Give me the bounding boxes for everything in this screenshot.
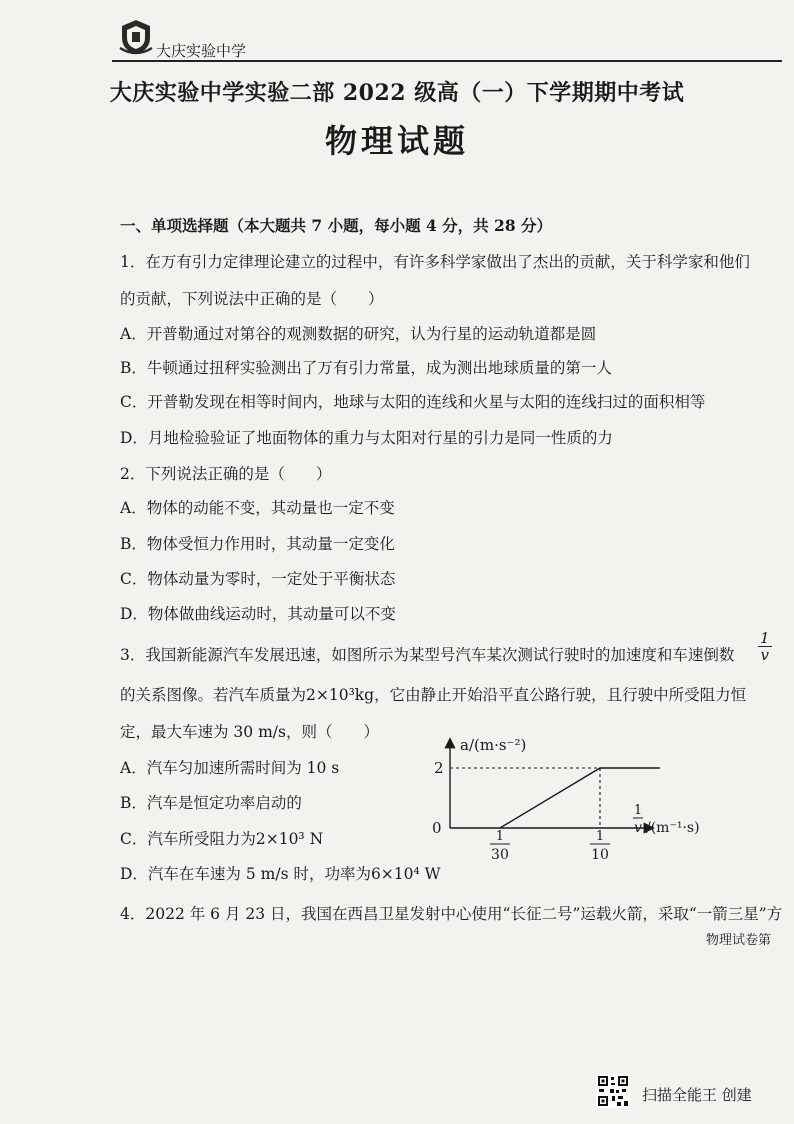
q1-stem-line2: 的贡献，下列说法中正确的是（ ） <box>120 290 384 308</box>
data-series-line <box>500 768 660 828</box>
exam-title: 大庆实验中学实验二部 2022 级高（一）下学期期中考试 <box>109 80 685 106</box>
q3-inline-fraction <box>758 630 772 663</box>
svg-text:v: v <box>634 820 642 836</box>
svg-text:30: 30 <box>491 847 509 863</box>
q3-option-a: A．汽车匀加速所需时间为 10 s <box>120 759 340 777</box>
q1-stem-line1: 1．在万有引力定律理论建立的过程中，有许多科学家做出了杰出的贡献，关于科学家和他们 <box>120 253 750 271</box>
school-crest-logo <box>118 18 154 56</box>
svg-text:1: 1 <box>495 829 505 844</box>
q3-option-b: B．汽车是恒定功率启动的 <box>120 794 302 812</box>
acceleration-vs-inverse-speed-graph <box>430 728 710 878</box>
svg-text:10: 10 <box>591 847 609 863</box>
y-tick-label-2: 2 <box>434 759 444 777</box>
q3-option-d: D．汽车在车速为 5 m/s 时，功率为6×10⁴ W <box>120 865 441 883</box>
q3-stem-line1: 3．我国新能源汽车发展迅速，如图所示为某型号汽车某次测试行驶时的加速度和车速倒数 <box>120 646 735 664</box>
x-axis-label <box>633 803 700 836</box>
q3-stem-line3: 定，最大车速为 30 m/s，则（ ） <box>120 723 379 741</box>
q2-option-d: D．物体做曲线运动时，其动量可以不变 <box>120 605 396 623</box>
dashed-guides <box>450 768 600 828</box>
q1-option-b: B．牛顿通过扭秤实验测出了万有引力常量，成为测出地球质量的第一人 <box>120 359 612 377</box>
qr-code-icon <box>596 1074 630 1108</box>
x-tick-label-1 <box>490 829 510 863</box>
section-heading: 一、单项选择题（本大题共 7 小题，每小题 4 分，共 28 分） <box>120 216 553 235</box>
scanner-watermark-label: 扫描全能王 创建 <box>642 1086 752 1104</box>
origin-label: 0 <box>432 819 442 837</box>
svg-text:1: 1 <box>595 829 605 844</box>
y-axis-label: a/(m·s⁻²) <box>460 736 527 754</box>
page-footer-label: 物理试卷第 <box>706 933 772 948</box>
q3-stem-line2: 的关系图像。若汽车质量为2×10³kg，它由静止开始沿平直公路行驶，且行驶中所受阻力恒 <box>120 686 747 704</box>
x-tick-labels <box>490 829 610 863</box>
x-tick-label-2 <box>590 829 610 863</box>
q2-option-c: C．物体动量为零时，一定处于平衡状态 <box>120 570 396 588</box>
svg-text:/(m⁻¹·s): /(m⁻¹·s) <box>646 820 700 836</box>
q2-option-b: B．物体受恒力作用时，其动量一定变化 <box>120 535 395 553</box>
header-school-name: 大庆实验中学 <box>156 42 247 60</box>
q1-option-d: D．月地检验验证了地面物体的重力与太阳对行星的引力是同一性质的力 <box>120 429 613 447</box>
q1-option-a: A．开普勒通过对第谷的观测数据的研究，认为行星的运动轨道都是圆 <box>120 325 597 343</box>
q2-stem: 2．下列说法正确的是（ ） <box>120 465 332 483</box>
q3-option-c: C．汽车所受阻力为2×10³ N <box>120 830 324 848</box>
svg-text:1: 1 <box>633 803 643 818</box>
header-rule <box>112 60 782 62</box>
q3-fraction-denominator: v <box>760 646 770 664</box>
q4-stem-line1: 4．2022 年 6 月 23 日，我国在西昌卫星发射中心使用“长征二号”运载火箭，采取“一箭三星”方 <box>120 905 783 923</box>
q3-fraction-numerator: 1 <box>760 629 770 647</box>
q2-option-a: A．物体的动能不变，其动量也一定不变 <box>120 499 395 517</box>
q1-option-c: C．开普勒发现在相等时间内，地球与太阳的连线和火星与太阳的连线扫过的面积相等 <box>120 393 706 411</box>
subject-title: 物理试题 <box>324 122 469 160</box>
